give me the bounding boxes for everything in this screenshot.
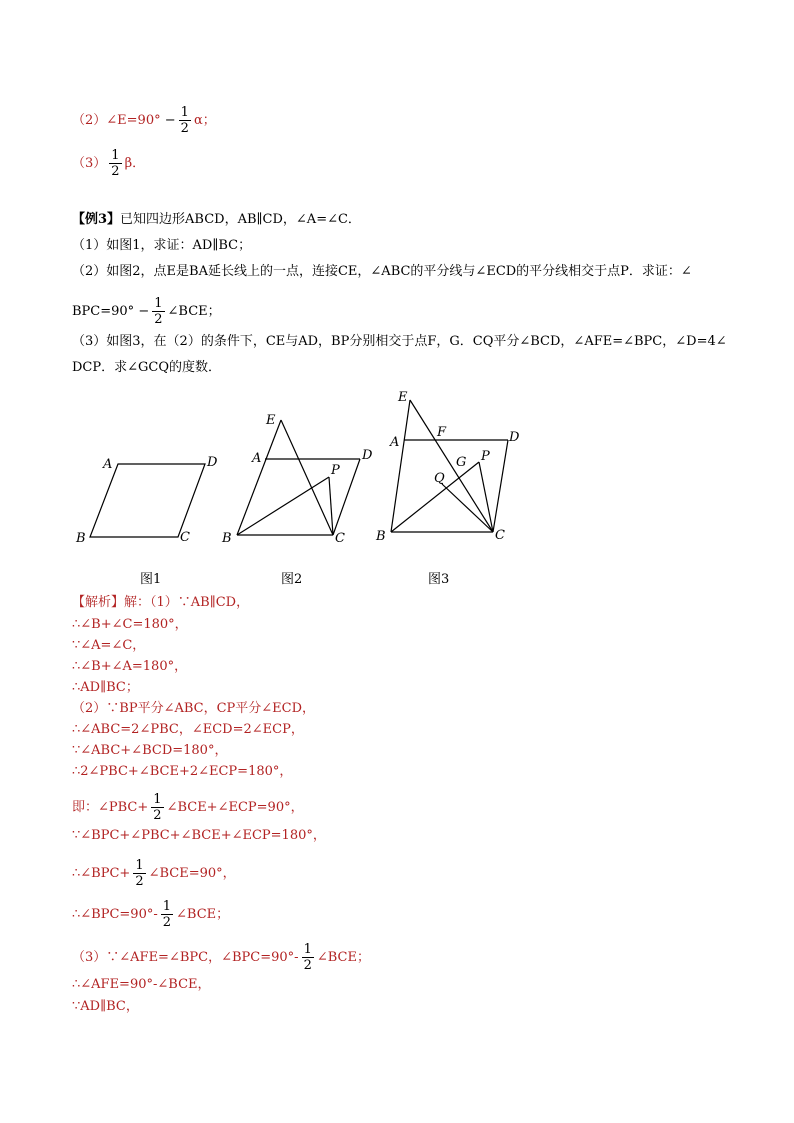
- fig2-line-BP: [237, 477, 329, 535]
- minus-sign: −: [164, 113, 176, 128]
- fig3-label-E: E: [398, 390, 408, 405]
- fraction: $\frac{1}{2}$: [162, 899, 172, 930]
- fig1-label-D: D: [207, 455, 218, 470]
- fig3-label-P: P: [481, 449, 490, 464]
- solution-line-2: ∴∠B+∠C=180°，: [72, 617, 188, 632]
- solution-head: 【解析】: [72, 595, 125, 610]
- fig2-label-B: B: [222, 531, 232, 546]
- solution-line-10: 即：∠PBC+ $\frac{1}{2}$ ∠BCE+∠ECP=90°，: [72, 792, 304, 823]
- fraction: $\frac{1}{2}$: [154, 296, 163, 327]
- solution-line-14: （3）∵∠AFE=∠BPC，∠BPC=90°- $\frac{1}{2}$ ∠BCE；: [72, 942, 370, 973]
- fig2-line-BE: [237, 420, 281, 535]
- solution-line-8: ∵∠ABC+∠BCD=180°，: [72, 743, 228, 758]
- solution-line-6: （2）∵BP平分∠ABC，CP平分∠ECD，: [72, 701, 316, 716]
- example-stem: [72, 210, 361, 230]
- answer-tail: α；: [193, 113, 216, 128]
- solution-line-5: ∴AD∥BC；: [72, 680, 139, 695]
- prev-answer-3: [72, 148, 145, 179]
- question-3-line-2: DCP．求∠GCQ的度数．: [72, 360, 221, 375]
- fraction: $\frac{1}{2}$: [153, 792, 162, 823]
- fig2-label-C: C: [335, 531, 345, 546]
- example-text: 已知四边形ABCD，AB∥CD，∠A=∠C．: [120, 212, 361, 227]
- solution-line-3: ∵∠A=∠C，: [72, 638, 146, 653]
- fig2-label-P: P: [331, 463, 340, 478]
- fig1-label-B: B: [76, 531, 86, 546]
- fig1-label-A: A: [103, 457, 113, 472]
- question-1: （1）如图1，求证：AD∥BC；: [72, 238, 252, 253]
- fig2-caption: 图2: [281, 572, 303, 587]
- solution-line-4: ∴∠B+∠A=180°，: [72, 659, 188, 674]
- fraction: $\frac{1}{2}$: [111, 148, 120, 179]
- answer-label: （2）: [72, 113, 107, 128]
- answer-expr: ∠E=90°: [106, 113, 161, 128]
- example-tag: 【例3】: [72, 212, 121, 227]
- fig3-label-F: F: [437, 425, 447, 440]
- fig3-label-A: A: [390, 435, 400, 450]
- fig3-label-C: C: [495, 528, 505, 543]
- fraction: $\frac{1}{2}$: [135, 858, 144, 889]
- fig3-label-B: B: [376, 529, 386, 544]
- fig1-parallelogram: [90, 464, 205, 537]
- figures: [0, 380, 794, 580]
- fig3-label-Q: Q: [434, 471, 445, 486]
- solution-line-12: ∴∠BPC+ $\frac{1}{2}$ ∠BCE=90°，: [72, 858, 236, 889]
- answer-tail: β．: [124, 156, 146, 171]
- fig2-label-A: A: [252, 451, 262, 466]
- fig3-line-BE: [391, 400, 410, 532]
- solution-line-16: ∵AD∥BC，: [72, 999, 139, 1014]
- question-2-line-2: BPC=90° − $\frac{1}{2}$ ∠BCE；: [72, 296, 221, 327]
- fig3-line-DC: [493, 440, 508, 532]
- solution-line-1: 【解析】解：（1）∵AB∥CD，: [72, 595, 250, 610]
- question-2-line-1: （2）如图2，点E是BA延长线上的一点，连接CE，∠ABC的平分线与∠ECD的平分线相交于点P．求证：∠: [72, 264, 692, 279]
- answer-label: （3）: [72, 156, 107, 171]
- solution-line-7: ∴∠ABC=2∠PBC，∠ECD=2∠ECP，: [72, 722, 304, 737]
- fig2-line-EC: [281, 420, 333, 535]
- fig3-label-G: G: [456, 455, 467, 470]
- fig3-label-D: D: [509, 430, 520, 445]
- solution-line-9: ∴2∠PBC+∠BCE+2∠ECP=180°，: [72, 764, 293, 779]
- fig3-line-EC: [410, 400, 493, 532]
- fig1-caption: 图1: [140, 572, 162, 587]
- solution-line-13: ∴∠BPC=90°- $\frac{1}{2}$ ∠BCE；: [72, 899, 230, 930]
- fig1-label-C: C: [180, 530, 190, 545]
- fraction: $\frac{1}{2}$: [303, 942, 312, 973]
- prev-answer-2: [72, 105, 216, 136]
- solution-line-15: ∴∠AFE=90°-∠BCE，: [72, 977, 211, 992]
- fig2-label-E: E: [266, 413, 276, 428]
- fig2-label-D: D: [362, 448, 373, 463]
- fig3-caption: 图3: [428, 572, 450, 587]
- question-3-line-1: （3）如图3，在（2）的条件下，CE与AD，BP分别相交于点F，G．CQ平分∠BCD，∠AFE=∠BPC，∠D=4∠: [72, 334, 727, 349]
- fraction: $\frac{1}{2}$: [180, 105, 189, 136]
- solution-line-11: ∵∠BPC+∠PBC+∠BCE+∠ECP=180°，: [72, 828, 326, 843]
